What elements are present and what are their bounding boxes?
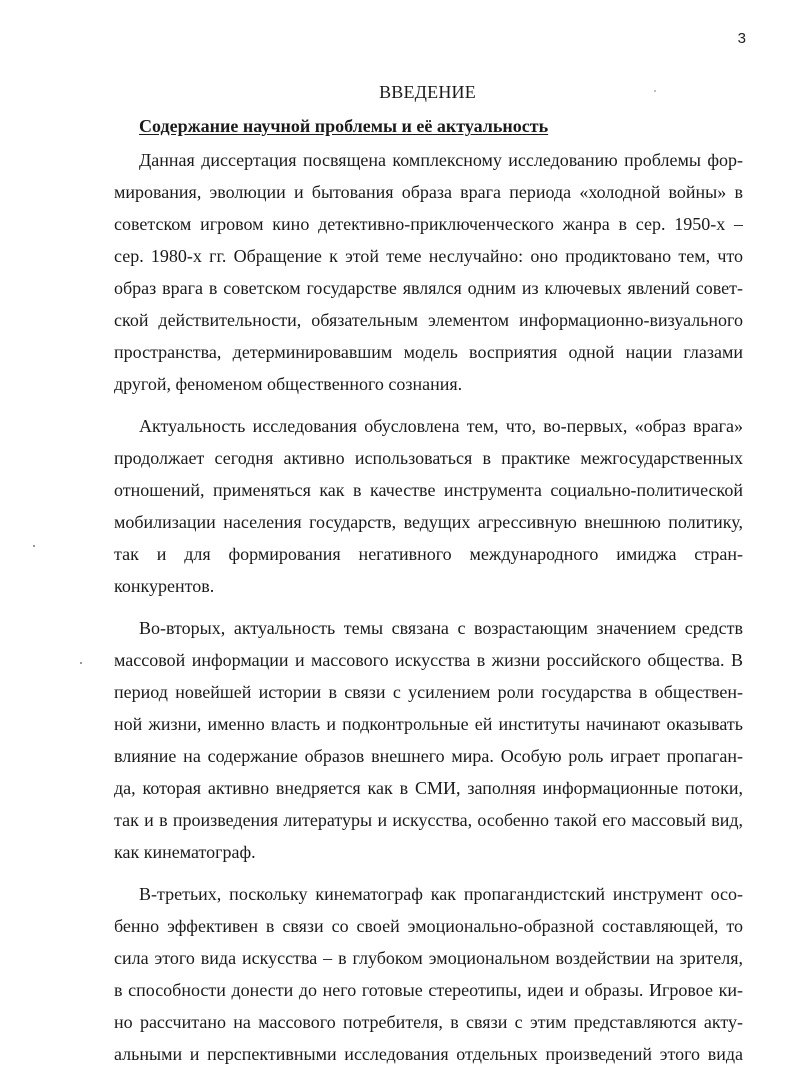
paragraph-4 xyxy=(114,878,743,1070)
paragraph-2 xyxy=(114,410,743,602)
text-line: продолжает сегодня активно использоваться в практике межгосударственных xyxy=(114,448,743,468)
text-line: альными и перспективными исследования отдельных произведений этого вида xyxy=(114,1044,743,1064)
text-line: ной жизни, именно власть и подконтрольные ей институты начинают оказывать xyxy=(114,714,743,734)
text-line: сила этого вида искусства – в глубоком эмоциональном воздействии на зрителя, xyxy=(114,948,743,968)
body-text xyxy=(114,144,743,1070)
text-line: пространства, детерминировавшим модель восприятия одной нации глазами xyxy=(114,342,743,362)
text-line: сер. 1980-х гг. Обращение к этой теме неслучайно: оно продиктовано тем, что xyxy=(114,246,743,266)
text-line: да, которая активно внедряется как в СМИ, заполняя информационные потоки, xyxy=(114,778,743,798)
scan-speck xyxy=(33,545,35,547)
text-line: мирования, эволюции и бытования образа врага периода «холодной войны» в xyxy=(114,182,743,202)
page-heading: ВВЕДЕНИЕ xyxy=(379,82,476,102)
text-line: отношений, применяться как в качестве инструмента социально-политической xyxy=(114,480,743,500)
text-line: в способности донести до него готовые стереотипы, идеи и образы. Игровое ки- xyxy=(114,980,743,1000)
text-line: мобилизации населения государств, ведущих агрессивную внешнюю политику, xyxy=(114,512,743,532)
text-line: советском игровом кино детективно-приключенческого жанра в сер. 1950-х – xyxy=(114,214,743,234)
page-number: 3 xyxy=(737,30,746,47)
paragraph-1 xyxy=(114,144,743,400)
scan-speck xyxy=(654,90,656,92)
text-line: так и для формирования негативного международного имиджа стран- xyxy=(114,544,743,564)
text-line: Актуальность исследования обусловлена тем, что, во-первых, «образ врага» xyxy=(139,416,743,436)
text-line: влияние на содержание образов внешнего мира. Особую роль играет пропаган- xyxy=(114,746,743,766)
text-line: ской действительности, обязательным элементом информационно-визуального xyxy=(114,310,743,330)
paragraph-3 xyxy=(114,612,743,868)
text-line: конкурентов. xyxy=(114,576,215,596)
section-subheading: Содержание научной проблемы и её актуальность xyxy=(139,116,549,136)
text-line: массовой информации и массового искусства в жизни российского общества. В xyxy=(114,650,743,670)
text-line: Данная диссертация посвящена комплексному исследованию проблемы фор- xyxy=(139,150,743,170)
text-line: период новейшей истории в связи с усилением роли государства в обществен- xyxy=(114,682,743,702)
text-line: бенно эффективен в связи со своей эмоционально-образной составляющей, то xyxy=(114,916,743,936)
text-line: но рассчитано на массового потребителя, в связи с этим представляются акту- xyxy=(114,1012,743,1032)
scan-speck xyxy=(80,662,82,664)
text-line: образ врага в советском государстве являлся одним из ключевых явлений совет- xyxy=(114,278,743,298)
text-line: как кинематограф. xyxy=(114,842,256,862)
text-line: В-третьих, поскольку кинематограф как пропагандистский инструмент осо- xyxy=(139,884,743,904)
text-line: другой, феноменом общественного сознания. xyxy=(114,374,463,394)
text-line: Во-вторых, актуальность темы связана с возрастающим значением средств xyxy=(139,618,743,638)
text-line: так и в произведения литературы и искусства, особенно такой его массовый вид, xyxy=(114,810,743,830)
